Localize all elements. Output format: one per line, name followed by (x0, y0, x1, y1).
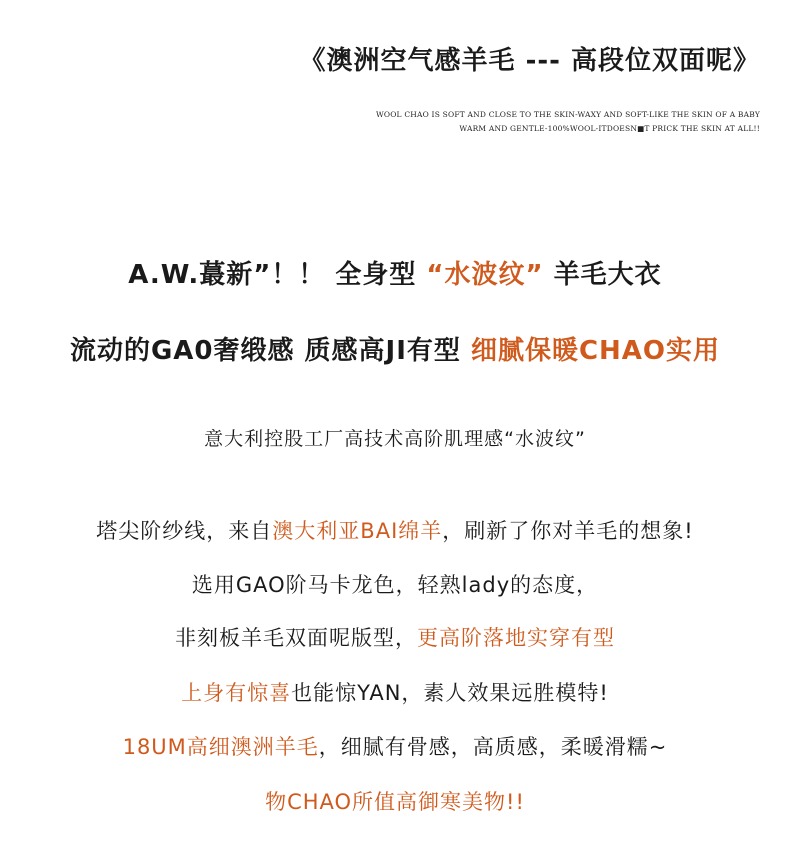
p5-text-b: ，细腻有骨感，高质感，柔暖滑糯~ (318, 735, 668, 759)
description: 意大利控股工厂高技术高阶肌理感“水波纹” (204, 428, 586, 450)
title-part-2: 羊毛大衣 (553, 260, 662, 290)
product-subtitle (0, 330, 790, 367)
paragraph-4 (0, 677, 790, 707)
title-highlight: “水波纹” (426, 260, 544, 290)
title-part-1: A.W.蕞新”！！ 全身型 (128, 260, 417, 290)
product-title (0, 254, 790, 291)
p4-highlight: 上身有惊喜 (181, 681, 292, 705)
paragraph-3 (0, 622, 790, 652)
paragraph-6: 物CHAO所值高御寒美物!! (265, 790, 525, 814)
tagline-line-2: WARM AND GENTLE-100%WOOL-ITDOESN■T PRICK THE SKIN AT ALL!! (459, 124, 760, 133)
paragraph-1 (0, 515, 790, 545)
subtitle-highlight: 细腻保暖CHAO实用 (470, 336, 721, 366)
p5-highlight: 18UM高细澳洲羊毛 (122, 735, 319, 759)
p1-highlight: 澳大利亚BAI绵羊 (272, 519, 443, 543)
p4-text-b: 也能惊YAN，素人效果远胜模特! (291, 681, 609, 705)
p1-text-a: 塔尖阶纱线，来自 (96, 519, 273, 543)
p3-highlight: 更高阶落地实穿有型 (417, 626, 615, 650)
tagline-line-1: WOOL CHAO IS SOFT AND CLOSE TO THE SKIN-WAXY AND SOFT-LIKE THE SKIN OF A BABY (375, 110, 760, 119)
p3-text-a: 非刻板羊毛双面呢版型， (175, 626, 417, 650)
headline: 《澳洲空气感羊毛 --- 高段位双面呢》 (299, 46, 760, 76)
p1-text-b: ，刷新了你对羊毛的想象! (442, 519, 694, 543)
paragraph-2: 选用GAO阶马卡龙色，轻熟lady的态度， (191, 573, 599, 597)
paragraph-5 (0, 731, 790, 761)
subtitle-part-1: 流动的GA0奢缎感 质感高JI有型 (69, 336, 471, 366)
